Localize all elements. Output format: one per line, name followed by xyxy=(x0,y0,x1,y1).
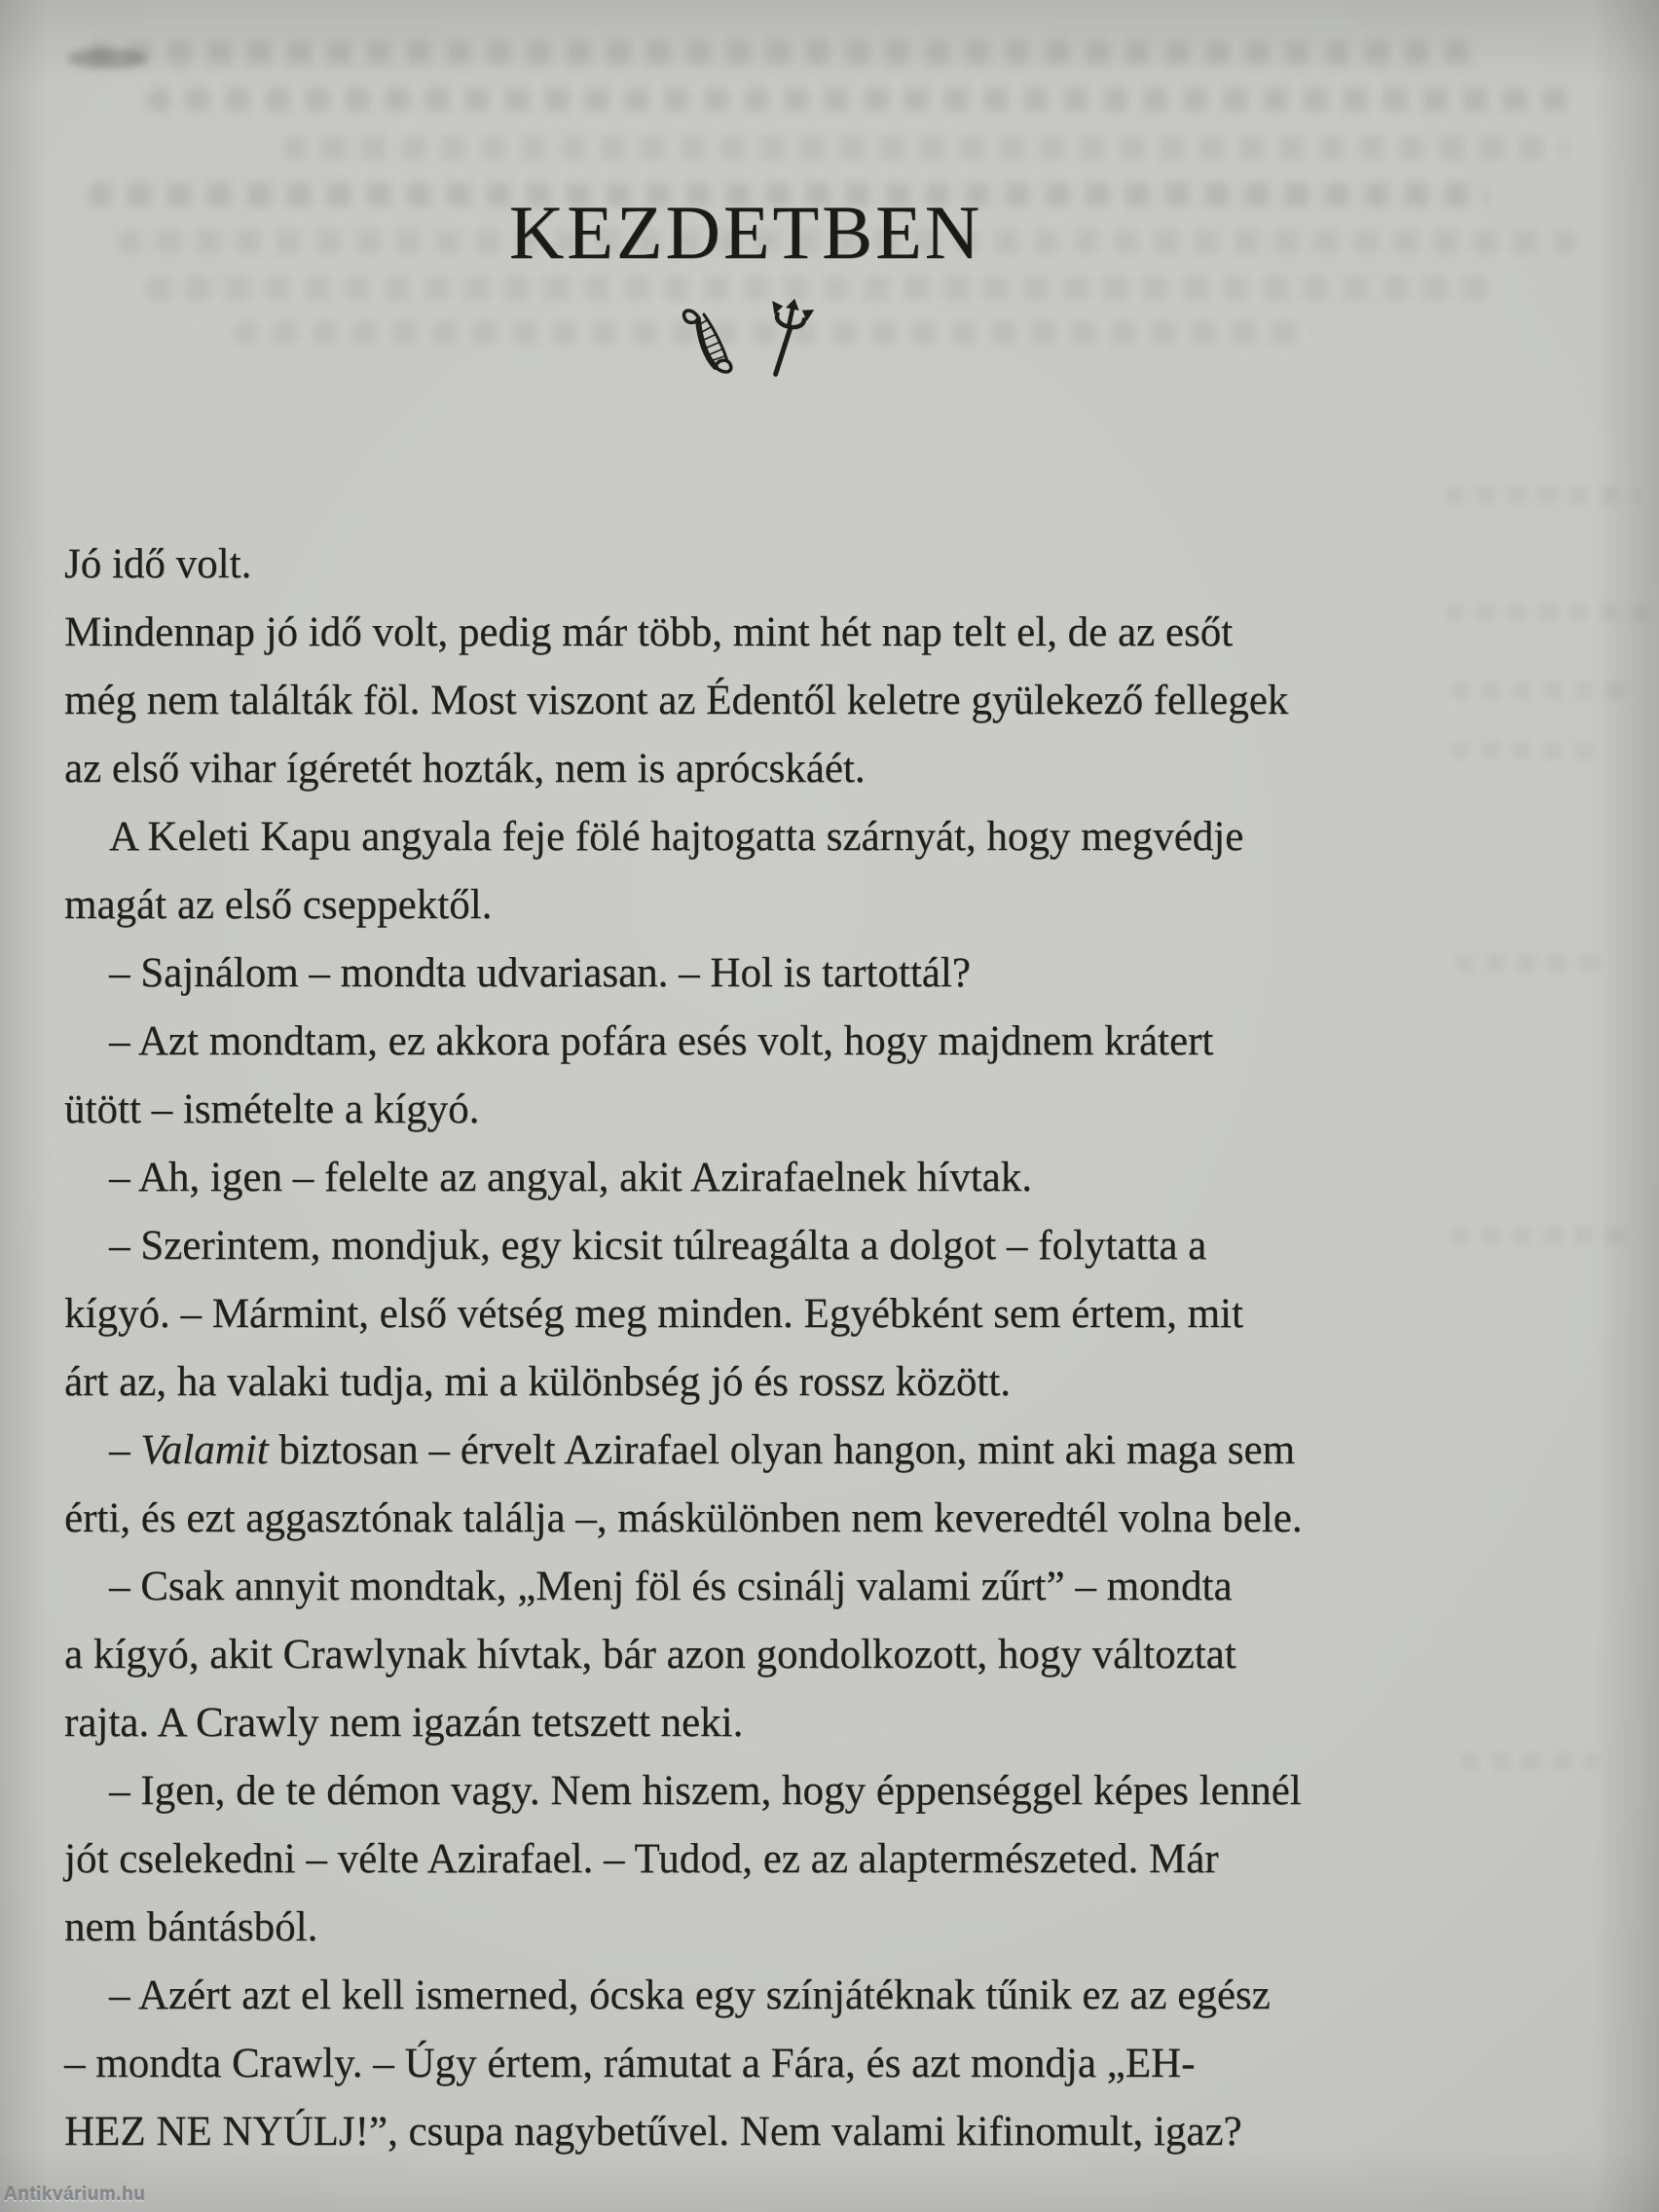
text-line: – Ah, igen – felelte az angyal, akit Azirafaelnek hívtak. xyxy=(109,1155,1033,1200)
text-line: magát az első cseppektől. xyxy=(64,882,493,928)
text-line: HEZ NE NYÚLJ!”, csupa nagybetűvel. Nem valami kifinomult, igaz? xyxy=(64,2109,1242,2155)
text-line: Jó idő volt. xyxy=(64,541,252,587)
text-line: – Azért azt el kell ismerned, ócska egy színjátéknak tűnik ez az egész xyxy=(109,1972,1271,2018)
text-line: – Azt mondtam, ez akkora pofára esés volt, hogy majdnem krátert xyxy=(109,1018,1214,1064)
chapter-ornament xyxy=(64,288,1427,382)
text-line: – Sajnálom – mondta udvariasan. – Hol is tartottál? xyxy=(109,950,971,996)
text-line: Mindennap jó idő volt, pedig már több, mint hét nap telt el, de az esőt xyxy=(64,609,1234,655)
bleed-fragment xyxy=(1446,487,1641,504)
text-line: ütött – ismételte a kígyó. xyxy=(64,1087,480,1132)
text-line: kígyó. – Mármint, első vétség meg minden. Egyébként sem értem, mit xyxy=(64,1291,1243,1337)
text-line: érti, és ezt aggasztónak találja –, máskülönben nem keveredtél volna bele. xyxy=(64,1495,1303,1541)
antikvarium-watermark: Antikvárium.hu xyxy=(4,2185,146,2205)
text-line: – mondta Crawly. – Úgy értem, rámutat a Fára, és azt mondja „EH- xyxy=(64,2041,1196,2086)
text-line: – Igen, de te démon vagy. Nem hiszem, hogy éppenséggel képes lennél xyxy=(109,1768,1302,1814)
text-line: árt az, ha valaki tudja, mi a különbség jó és rossz között. xyxy=(64,1359,1012,1405)
bleed-row xyxy=(146,88,1577,111)
text-line: – Szerintem, mondjuk, egy kicsit túlreagálta a dolgot – folytatta a xyxy=(109,1223,1207,1269)
bleed-fragment xyxy=(1451,742,1606,759)
bleed-fragment xyxy=(1451,1227,1626,1244)
trident-icon xyxy=(759,296,814,382)
harp-icon xyxy=(678,304,742,382)
text-line: az első vihar ígéretét hozták, nem is aprócskáét. xyxy=(64,746,866,792)
text-line: jót cselekedni – vélte Azirafael. – Tudod, ez az alaptermészeted. Már xyxy=(64,1836,1219,1882)
text-line: a kígyó, akit Crawlynak hívtak, bár azon gondolkozott, hogy változtat xyxy=(64,1632,1236,1677)
chapter-title: KEZDETBEN xyxy=(508,190,983,276)
bleed-fragment xyxy=(1451,682,1626,699)
bleed-fragment xyxy=(1446,604,1650,621)
text-line: nem bántásból. xyxy=(64,1904,318,1950)
bleed-row xyxy=(88,41,1480,64)
bleed-fragment xyxy=(1460,1752,1597,1770)
body-text xyxy=(64,531,1447,2166)
text-line: még nem találták föl. Most viszont az Édentől keletre gyülekező fellegek xyxy=(64,678,1289,723)
text-line: A Keleti Kapu angyala feje fölé hajtogatta szárnyát, hogy megvédje xyxy=(109,814,1244,860)
text-line: – Csak annyit mondtak, „Menj föl és csinálj valami zűrt” – mondta xyxy=(109,1564,1233,1609)
bleed-row xyxy=(282,136,1567,160)
text-line: rajta. A Crawly nem igazán tetszett neki. xyxy=(64,1700,744,1746)
text-line: – Valamit biztosan – érvelt Azirafael olyan hangon, mint aki maga sem xyxy=(109,1427,1296,1473)
bleed-fragment xyxy=(1456,954,1602,972)
ink-smudge xyxy=(68,49,146,68)
